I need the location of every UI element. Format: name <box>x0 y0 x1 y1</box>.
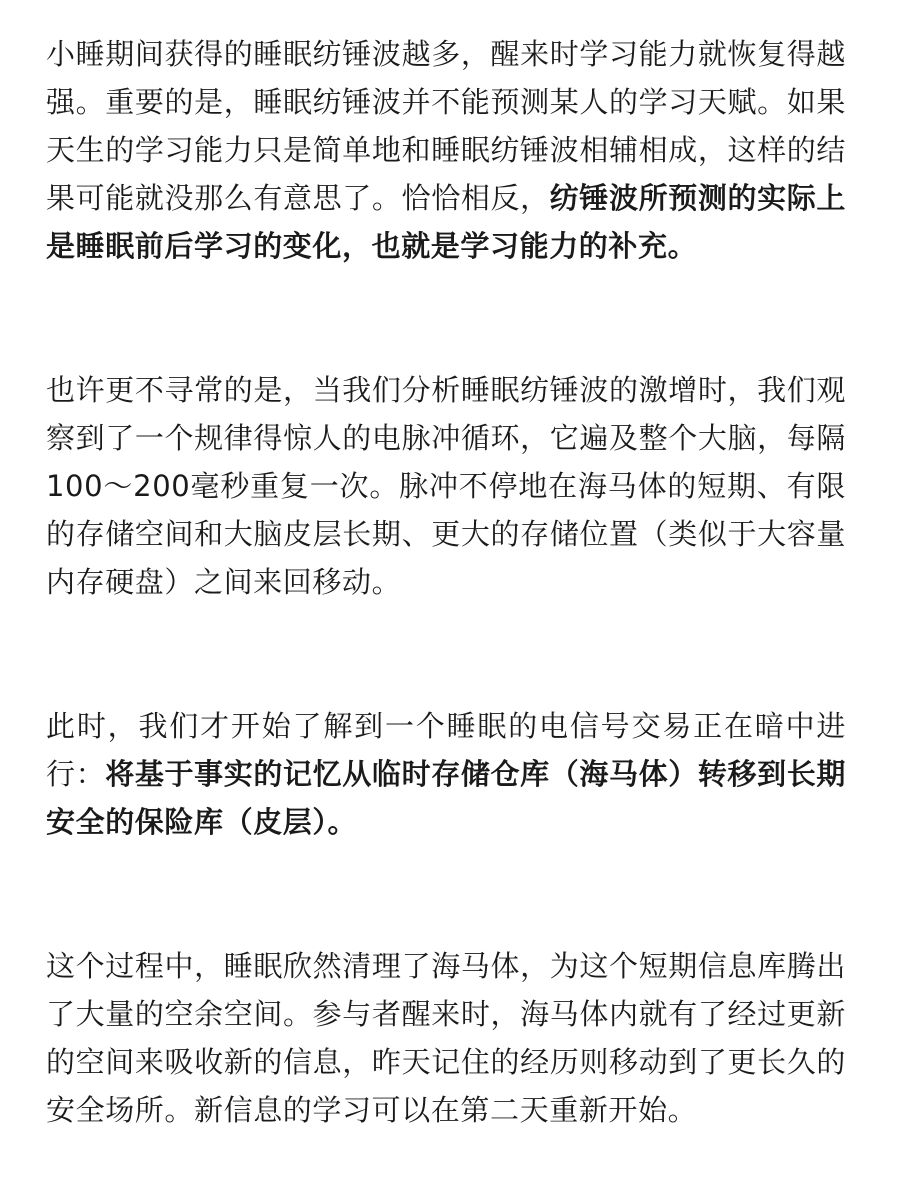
bold-emphasis-text: 纺锤波所预测的实际上是睡眠前后学习的变化，也就是学习能力的补充。 <box>46 181 846 263</box>
paragraph-memory-transfer <box>46 702 846 846</box>
paragraph-spindle-learning <box>46 30 846 270</box>
paragraph-text: 也许更不寻常的是，当我们分析睡眠纺锤波的激增时，我们观察到了一个规律得惊人的电脉冲循环，它遍及整个大脑，每隔100～200毫秒重复一次。脉冲不停地在海马体的短期、有限的存储空间和大脑皮层长期、更大的存储位置（类似于大容量内存硬盘）之间来回移动。 <box>46 373 846 599</box>
paragraph-text: 小睡期间获得的睡眠纺锤波越多，醒来时学习能力就恢复得越强。重要的是，睡眠纺锤波并不能预测某人的学习天赋。如果天生的学习能力只是简单地和睡眠纺锤波相辅相成，这样的结果可能就没那么有意思了。恰恰相反， <box>46 37 846 215</box>
article-body <box>46 30 846 1134</box>
bold-emphasis-text: 将基于事实的记忆从临时存储仓库（海马体）转移到长期安全的保险库（皮层）。 <box>46 757 846 839</box>
paragraph-text: 此时，我们才开始了解到一个睡眠的电信号交易正在暗中进行： <box>46 709 846 791</box>
paragraph-text: 这个过程中，睡眠欣然清理了海马体，为这个短期信息库腾出了大量的空余空间。参与者醒来时，海马体内就有了经过更新的空间来吸收新的信息，昨天记住的经历则移动到了更长久的安全场所。新信息的学习可以在第二天重新开始。 <box>46 949 846 1127</box>
paragraph-hippocampus-cleanup <box>46 942 846 1134</box>
paragraph-pulse-cycle <box>46 366 846 606</box>
